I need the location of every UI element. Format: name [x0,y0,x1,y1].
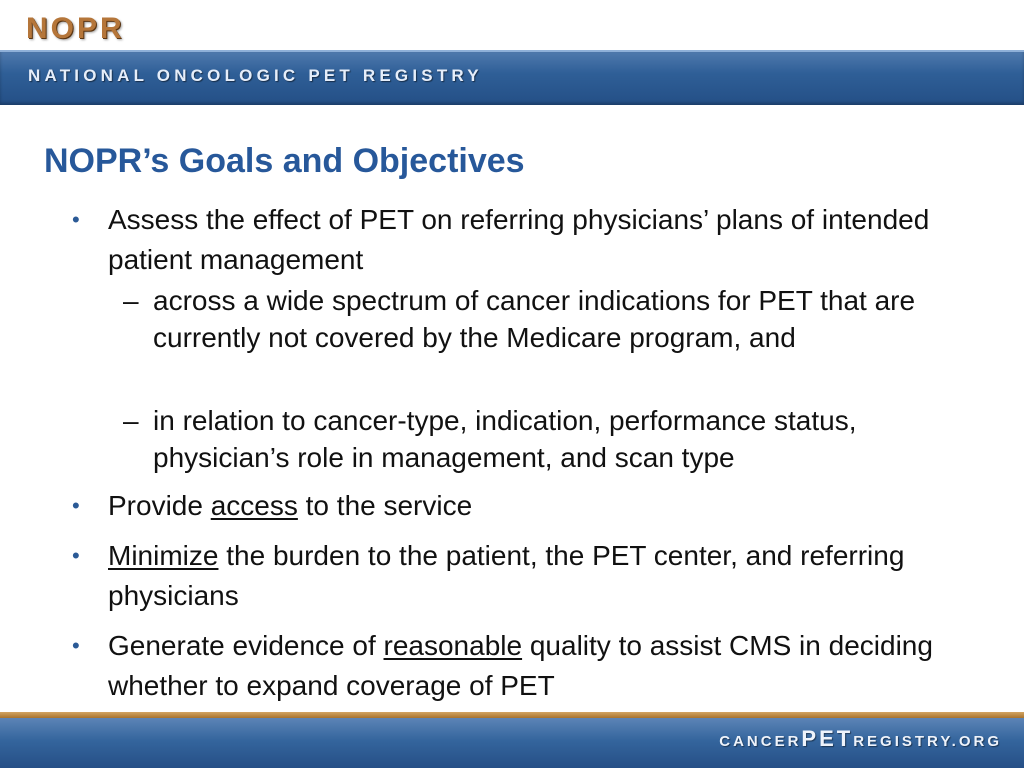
bullet-dot-icon: • [72,543,80,568]
dash-icon: – [123,405,139,436]
banner-title: NATIONAL ONCOLOGIC PET REGISTRY [28,66,483,85]
bullet-text-pre: Generate evidence of [108,630,384,661]
bullet-dot-icon: • [72,207,80,232]
footer-banner [0,718,1024,768]
underlined-word: access [210,490,298,521]
bullet-item [72,626,988,706]
sub-bullet-text: in relation to cancer-type, indication, performance status, physician’s role in management, and scan type [153,405,857,473]
footer-url-part: REGISTRY.ORG [853,733,1002,750]
bullet-text-pre: Provide [108,490,211,521]
bullet-item [72,200,988,280]
nopr-logo: NOPR [26,12,125,45]
sub-bullet-item [123,402,983,476]
sub-bullet-item [123,282,983,356]
slide-title: NOPR’s Goals and Objectives [44,142,525,180]
bullet-text: Assess the effect of PET on referring physicians’ plans of intended patient management [108,204,930,275]
footer-url-part: CANCER [719,733,802,750]
underlined-word: Minimize [108,540,219,571]
bullet-item [72,536,988,616]
bullet-dot-icon: • [72,633,80,658]
bullet-dot-icon: • [72,493,80,518]
bullet-text-post: quality to assist CMS in deciding whether to expand coverage of PET [108,630,933,701]
bullet-text-post: the burden to the patient, the PET center, and referring physicians [108,540,905,611]
bullet-text-post: to the service [297,490,473,521]
footer-url [719,726,1002,752]
dash-icon: – [123,285,139,316]
underlined-word: reasonable [383,630,523,661]
bullet-item [72,486,988,526]
footer-url-part: PET [801,726,854,751]
sub-bullet-text: across a wide spectrum of cancer indications for PET that are currently not covered by the Medicare program, and [153,285,916,353]
header-banner [0,50,1024,105]
